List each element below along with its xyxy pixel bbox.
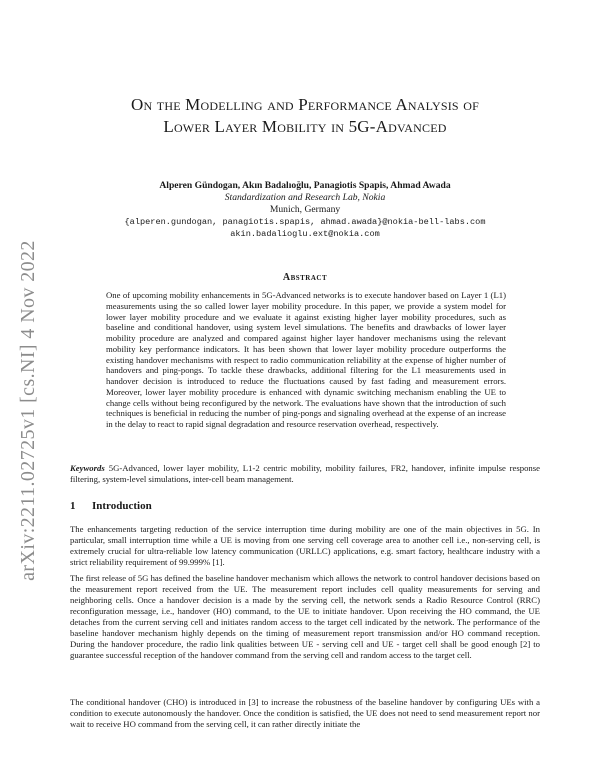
- author-affiliation: Standardization and Research Lab, Nokia: [224, 192, 386, 203]
- author-location: Munich, Germany: [269, 204, 341, 215]
- author-email-1: {alperen.gundogan, panagiotis.spapis, ahmad.awada}@nokia-bell-labs.com: [124, 217, 486, 227]
- section-number: 1: [70, 500, 76, 512]
- intro-paragraph-1: The enhancements targeting reduction of the service interruption time during mobility are one of the main objectives in 5G. In particular, small interruption time while a UE is moving from one serving cell coverage area to another cell i.e., non-serving cell, is extremely crucial for ultra-reliable low latency communication (URLLC) applications, e.g. smart factory, healthcare industry with a strict reliability requirement of 99.999% [1].: [70, 524, 540, 567]
- author-email-2: akin.badalioglu.ext@nokia.com: [230, 229, 380, 239]
- arxiv-identifier-text: arXiv:2211.02725v1 [cs.NI] 4 Nov 2022: [16, 239, 39, 581]
- keywords-block: [70, 463, 540, 485]
- intro-paragraph-3: The conditional handover (CHO) is introduced in [3] to increase the robustness of the baseline handover by configuring UEs with a condition to execute autonomously the handover. Once the condition is satisfied, the UE does not need to send measurement report nor wait to receive HO command from the serving cell, it can rather directly initiate the: [70, 697, 540, 729]
- abstract-text: One of upcoming mobility enhancements in 5G-Advanced networks is to execute handover based on Layer 1 (L1) measurements using the so called lower layer mobility procedure. In this paper, we provide a system model for lower layer mobility procedure and we evaluate it against existing higher layer mobility procedures, such as baseline and conditional handover, using system level simulations. The benefits and drawbacks of lower layer mobility procedure are analyzed and compared against higher layer handover mechanisms using the relevant mobility key performance indicators. It has been shown that lower layer mobility procedure outperforms the existing handover mechanisms with respect to radio communication reliability at the expense of higher number of handovers and ping-pongs. To tackle these drawbacks, additional filtering for the L1 measurements used in handover decision is introduced to reduce the fluctuations caused by fast fading and measurement errors. Moreover, lower layer mobility procedure is enhanced with dynamic switching mechanism enabling the UE to change cells without being reconfigured by the network. The evaluations have shown that the introduction of such techniques is beneficial in reducing the number of ping-pongs and signaling overhead at the expense of an increase in the delay to react to rapid signal degradation and resource reservation overhead, respectively.: [106, 290, 506, 429]
- section-title: Introduction: [92, 500, 152, 512]
- intro-paragraph-2: The first release of 5G has defined the baseline handover mechanism which allows the network to control handover decisions based on the measurement report received from the UE. The measurement report includes cell quality measurements for serving and neighboring cells. Once a handover decision is a made by the serving cell, the network sends a Radio Resource Control (RRC) reconfiguration message, i.e., handover (HO) command, to the UE to initiate handover. Upon receiving the HO command, the UE detaches from the current serving cell and initiates random access to the target cell indicated by the network. The performance of the baseline handover mechanism highly depends on the timing of measurement report transmission and/or HO command reception. During the handover procedure, the radio link qualities between UE - serving cell and UE - target cell shall be good enough [2] to guarantee successful reception of the handover command from the serving cell and random access to the target cell.: [70, 573, 540, 660]
- title-line-2: Lower Layer Mobility in 5G-Advanced: [163, 117, 447, 136]
- arxiv-identifier-stamp: [8, 210, 48, 610]
- abstract-heading: Abstract: [282, 272, 328, 283]
- paper-title: [70, 94, 540, 138]
- keywords-label: Keywords: [70, 463, 105, 473]
- title-line-1: On the Modelling and Performance Analysis of: [131, 95, 479, 114]
- author-names: Alperen Gündogan, Akın Badalıoğlu, Panagiotis Spapis, Ahmad Awada: [159, 180, 451, 191]
- author-block: [70, 180, 540, 240]
- keywords-text: 5G-Advanced, lower layer mobility, L1-2 centric mobility, mobility failures, FR2, handover, infinite impulse response filtering, system-level simulations, inter-cell beam management.: [70, 463, 540, 484]
- section-heading-introduction: [70, 500, 540, 512]
